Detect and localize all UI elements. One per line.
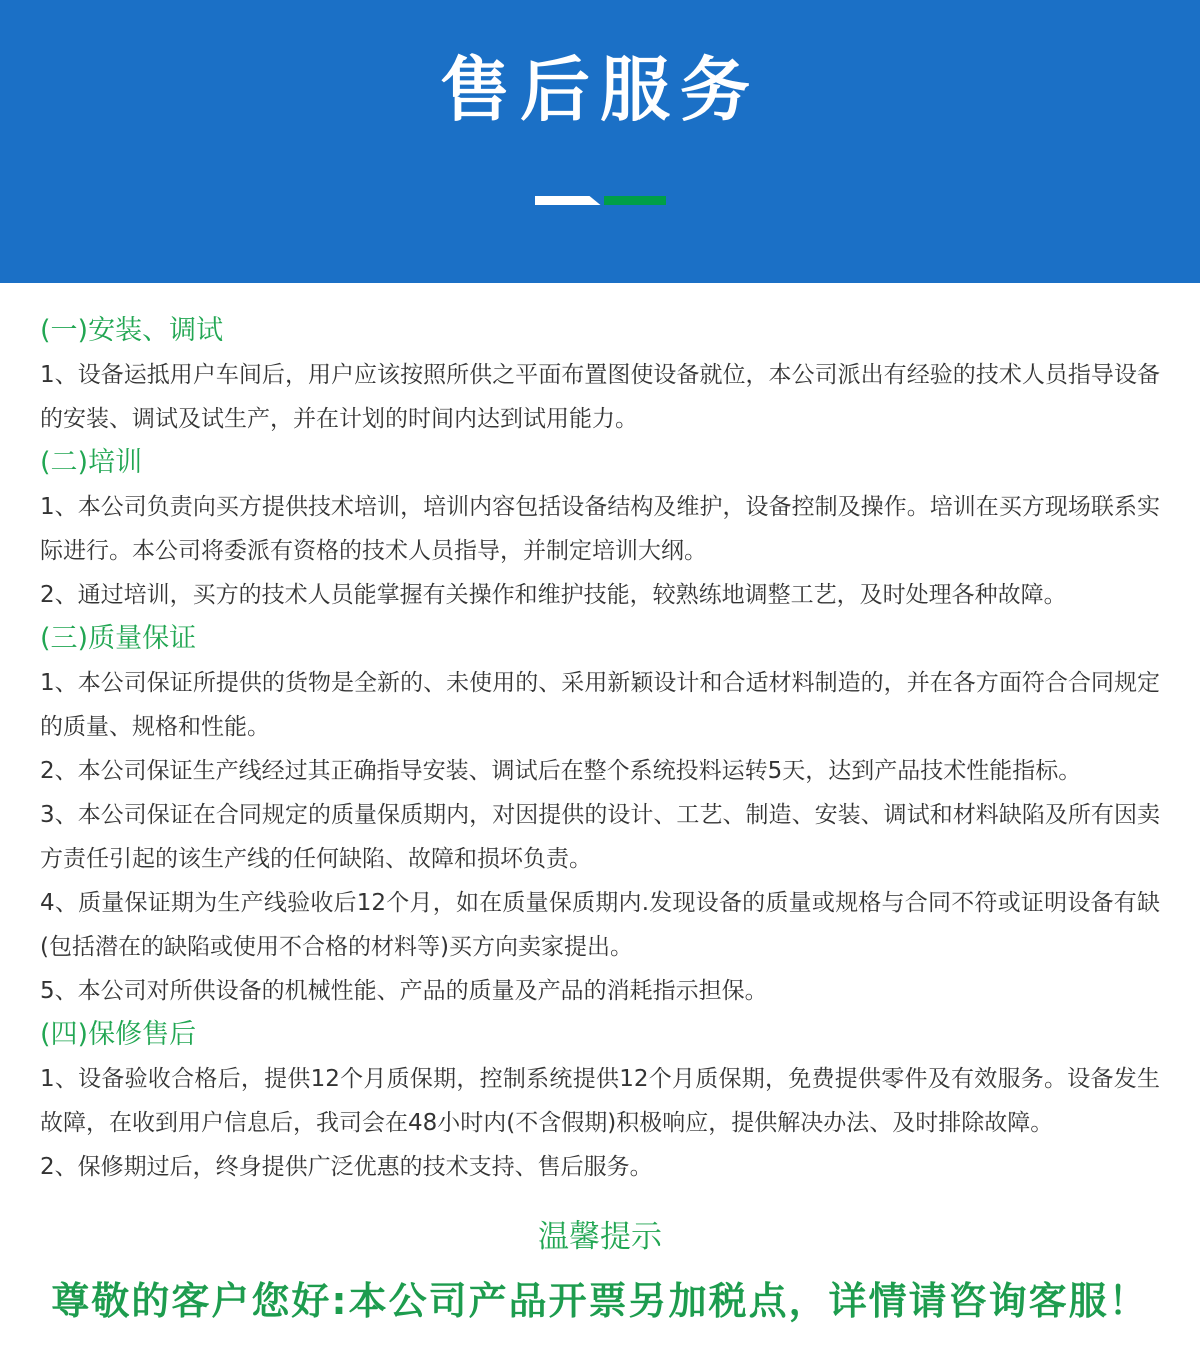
tip-title: 温馨提示 (538, 1219, 662, 1255)
section-paragraph: 1、本公司保证所提供的货物是全新的、未使用的、采用新颖设计和合适材料制造的，并在各方面符合合同规定的质量、规格和性能。 (40, 670, 1160, 740)
section-paragraph: 2、保修期过后，终身提供广泛优惠的技术支持、售后服务。 (40, 1154, 653, 1180)
section-paragraph: 1、设备运抵用户车间后，用户应该按照所供之平面布置图使设备就位，本公司派出有经验的技术人员指导设备的安装、调试及试生产，并在计划的时间内达到试用能力。 (40, 362, 1160, 432)
section-paragraph: 5、本公司对所供设备的机械性能、产品的质量及产品的消耗指示担保。 (40, 978, 768, 1004)
divider-green-bar (604, 196, 666, 205)
divider-white-bar (535, 196, 601, 205)
section-heading: (三)质量保证 (40, 623, 197, 654)
section-heading: (四)保修售后 (40, 1019, 197, 1050)
section-paragraph: 2、本公司保证生产线经过其正确指导安装、调试后在整个系统投料运转5天，达到产品技术性能指标。 (40, 758, 1082, 784)
section-paragraph: 1、本公司负责向买方提供技术培训，培训内容包括设备结构及维护，设备控制及操作。培训在买方现场联系实际进行。本公司将委派有资格的技术人员指导，并制定培训大纲。 (40, 494, 1160, 564)
page-title: 售后服务 (440, 49, 760, 131)
section-paragraph: 4、质量保证期为生产线验收后12个月，如在质量保质期内.发现设备的质量或规格与合同不符或证明设备有缺(包括潜在的缺陷或使用不合格的材料等)买方向卖家提出。 (40, 890, 1160, 960)
content-sections (0, 283, 1200, 1189)
title-divider (0, 196, 1200, 205)
section-paragraph: 1、设备验收合格后，提供12个月质保期，控制系统提供12个月质保期，免费提供零件及有效服务。设备发生故障，在收到用户信息后，我司会在48小时内(不含假期)积极响应，提供解决办法、及时排除故障。 (40, 1066, 1160, 1136)
tax-notice: 尊敬的客户您好:本公司产品开票另加税点，详情请咨询客服！ (51, 1279, 1149, 1323)
section-paragraph: 2、通过培训，买方的技术人员能掌握有关操作和维护技能，较熟练地调整工艺，及时处理各种故障。 (40, 582, 1067, 608)
section-heading: (二)培训 (40, 447, 143, 478)
section-paragraph: 3、本公司保证在合同规定的质量保质期内，对因提供的设计、工艺、制造、安装、调试和材料缺陷及所有因卖方责任引起的该生产线的任何缺陷、故障和损坏负责。 (40, 802, 1160, 872)
section-heading: (一)安装、调试 (40, 315, 224, 346)
header-banner (0, 0, 1200, 283)
